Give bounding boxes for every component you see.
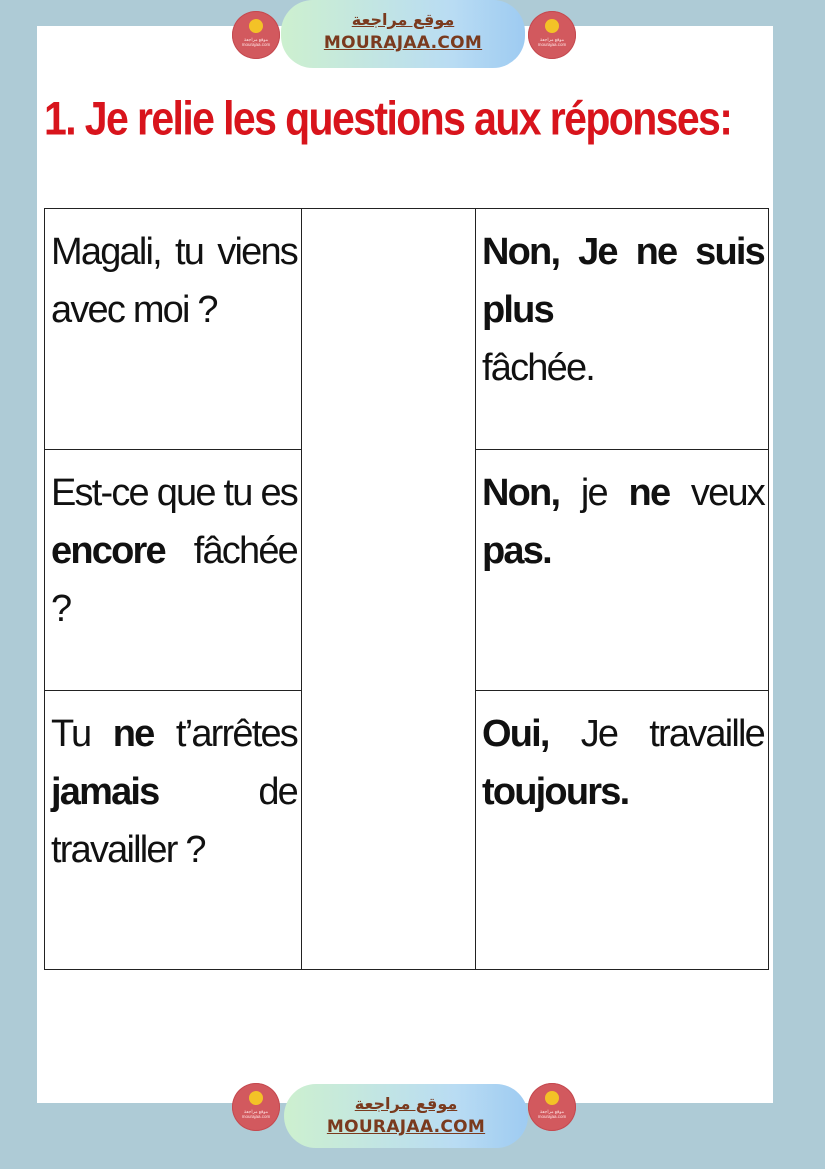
question-line: Est-ce que tu es	[51, 472, 297, 514]
matching-area[interactable]	[302, 209, 476, 970]
question-cell	[45, 450, 302, 691]
banner-site-url[interactable]: MOURAJAA.COM	[323, 33, 483, 53]
answer-word: je	[559, 472, 629, 514]
answer-line: Non, Je ne suis plus	[482, 231, 764, 331]
banner-arabic-text: موقع مراجعة	[351, 10, 455, 29]
answer-cell	[476, 450, 769, 691]
exercise-title: 1. Je relie les questions aux réponses:	[44, 92, 732, 145]
question-cell	[45, 691, 302, 970]
question-word: t’arrêtes	[153, 713, 298, 755]
question-line: avec moi ?	[51, 289, 217, 331]
site-logo-icon	[232, 1083, 280, 1131]
question-bold-word: jamais	[51, 771, 159, 813]
site-logo-icon	[528, 1083, 576, 1131]
logo-caption: موقع مراجعة mourajaa.com	[537, 1109, 567, 1119]
answer-bold-word: Oui,	[482, 713, 549, 755]
logo-dot-icon	[249, 19, 263, 33]
question-word: fâchée ?	[51, 530, 297, 630]
site-banner-top[interactable]	[281, 0, 525, 68]
logo-dot-icon	[249, 1091, 263, 1105]
logo-caption: موقع مراجعة mourajaa.com	[241, 37, 271, 47]
site-banner-bottom[interactable]	[284, 1084, 528, 1148]
answer-cell	[476, 691, 769, 970]
question-word: de	[158, 771, 297, 813]
table-row	[45, 209, 769, 450]
answer-cell	[476, 209, 769, 450]
logo-dot-icon	[545, 19, 559, 33]
answer-bold-line: toujours.	[482, 771, 629, 813]
question-word: Tu	[51, 713, 113, 755]
question-bold-word: encore	[51, 530, 165, 572]
banner-site-url[interactable]: MOURAJAA.COM	[326, 1117, 486, 1137]
site-logo-icon	[232, 11, 280, 59]
answer-word: Je travaille	[548, 713, 764, 755]
logo-caption: موقع مراجعة mourajaa.com	[241, 1109, 271, 1119]
answer-text	[476, 209, 768, 397]
question-line: Magali, tu viens	[51, 231, 297, 273]
question-text	[45, 691, 301, 879]
site-logo-icon	[528, 11, 576, 59]
answer-text	[476, 450, 768, 580]
question-line: travailler ?	[51, 829, 205, 871]
question-text	[45, 209, 301, 339]
banner-arabic-text: موقع مراجعة	[354, 1094, 458, 1113]
answer-text	[476, 691, 768, 821]
question-bold-word: ne	[112, 713, 154, 755]
answer-bold-word: Non,	[482, 472, 560, 514]
logo-dot-icon	[545, 1091, 559, 1105]
logo-caption: موقع مراجعة mourajaa.com	[537, 37, 567, 47]
answer-bold-word: pas.	[482, 530, 551, 572]
matching-table	[44, 208, 769, 970]
question-cell	[45, 209, 302, 450]
answer-word: veux	[669, 472, 765, 514]
answer-bold-word: ne	[628, 472, 670, 514]
question-text	[45, 450, 301, 638]
answer-line: fâchée.	[482, 347, 595, 389]
